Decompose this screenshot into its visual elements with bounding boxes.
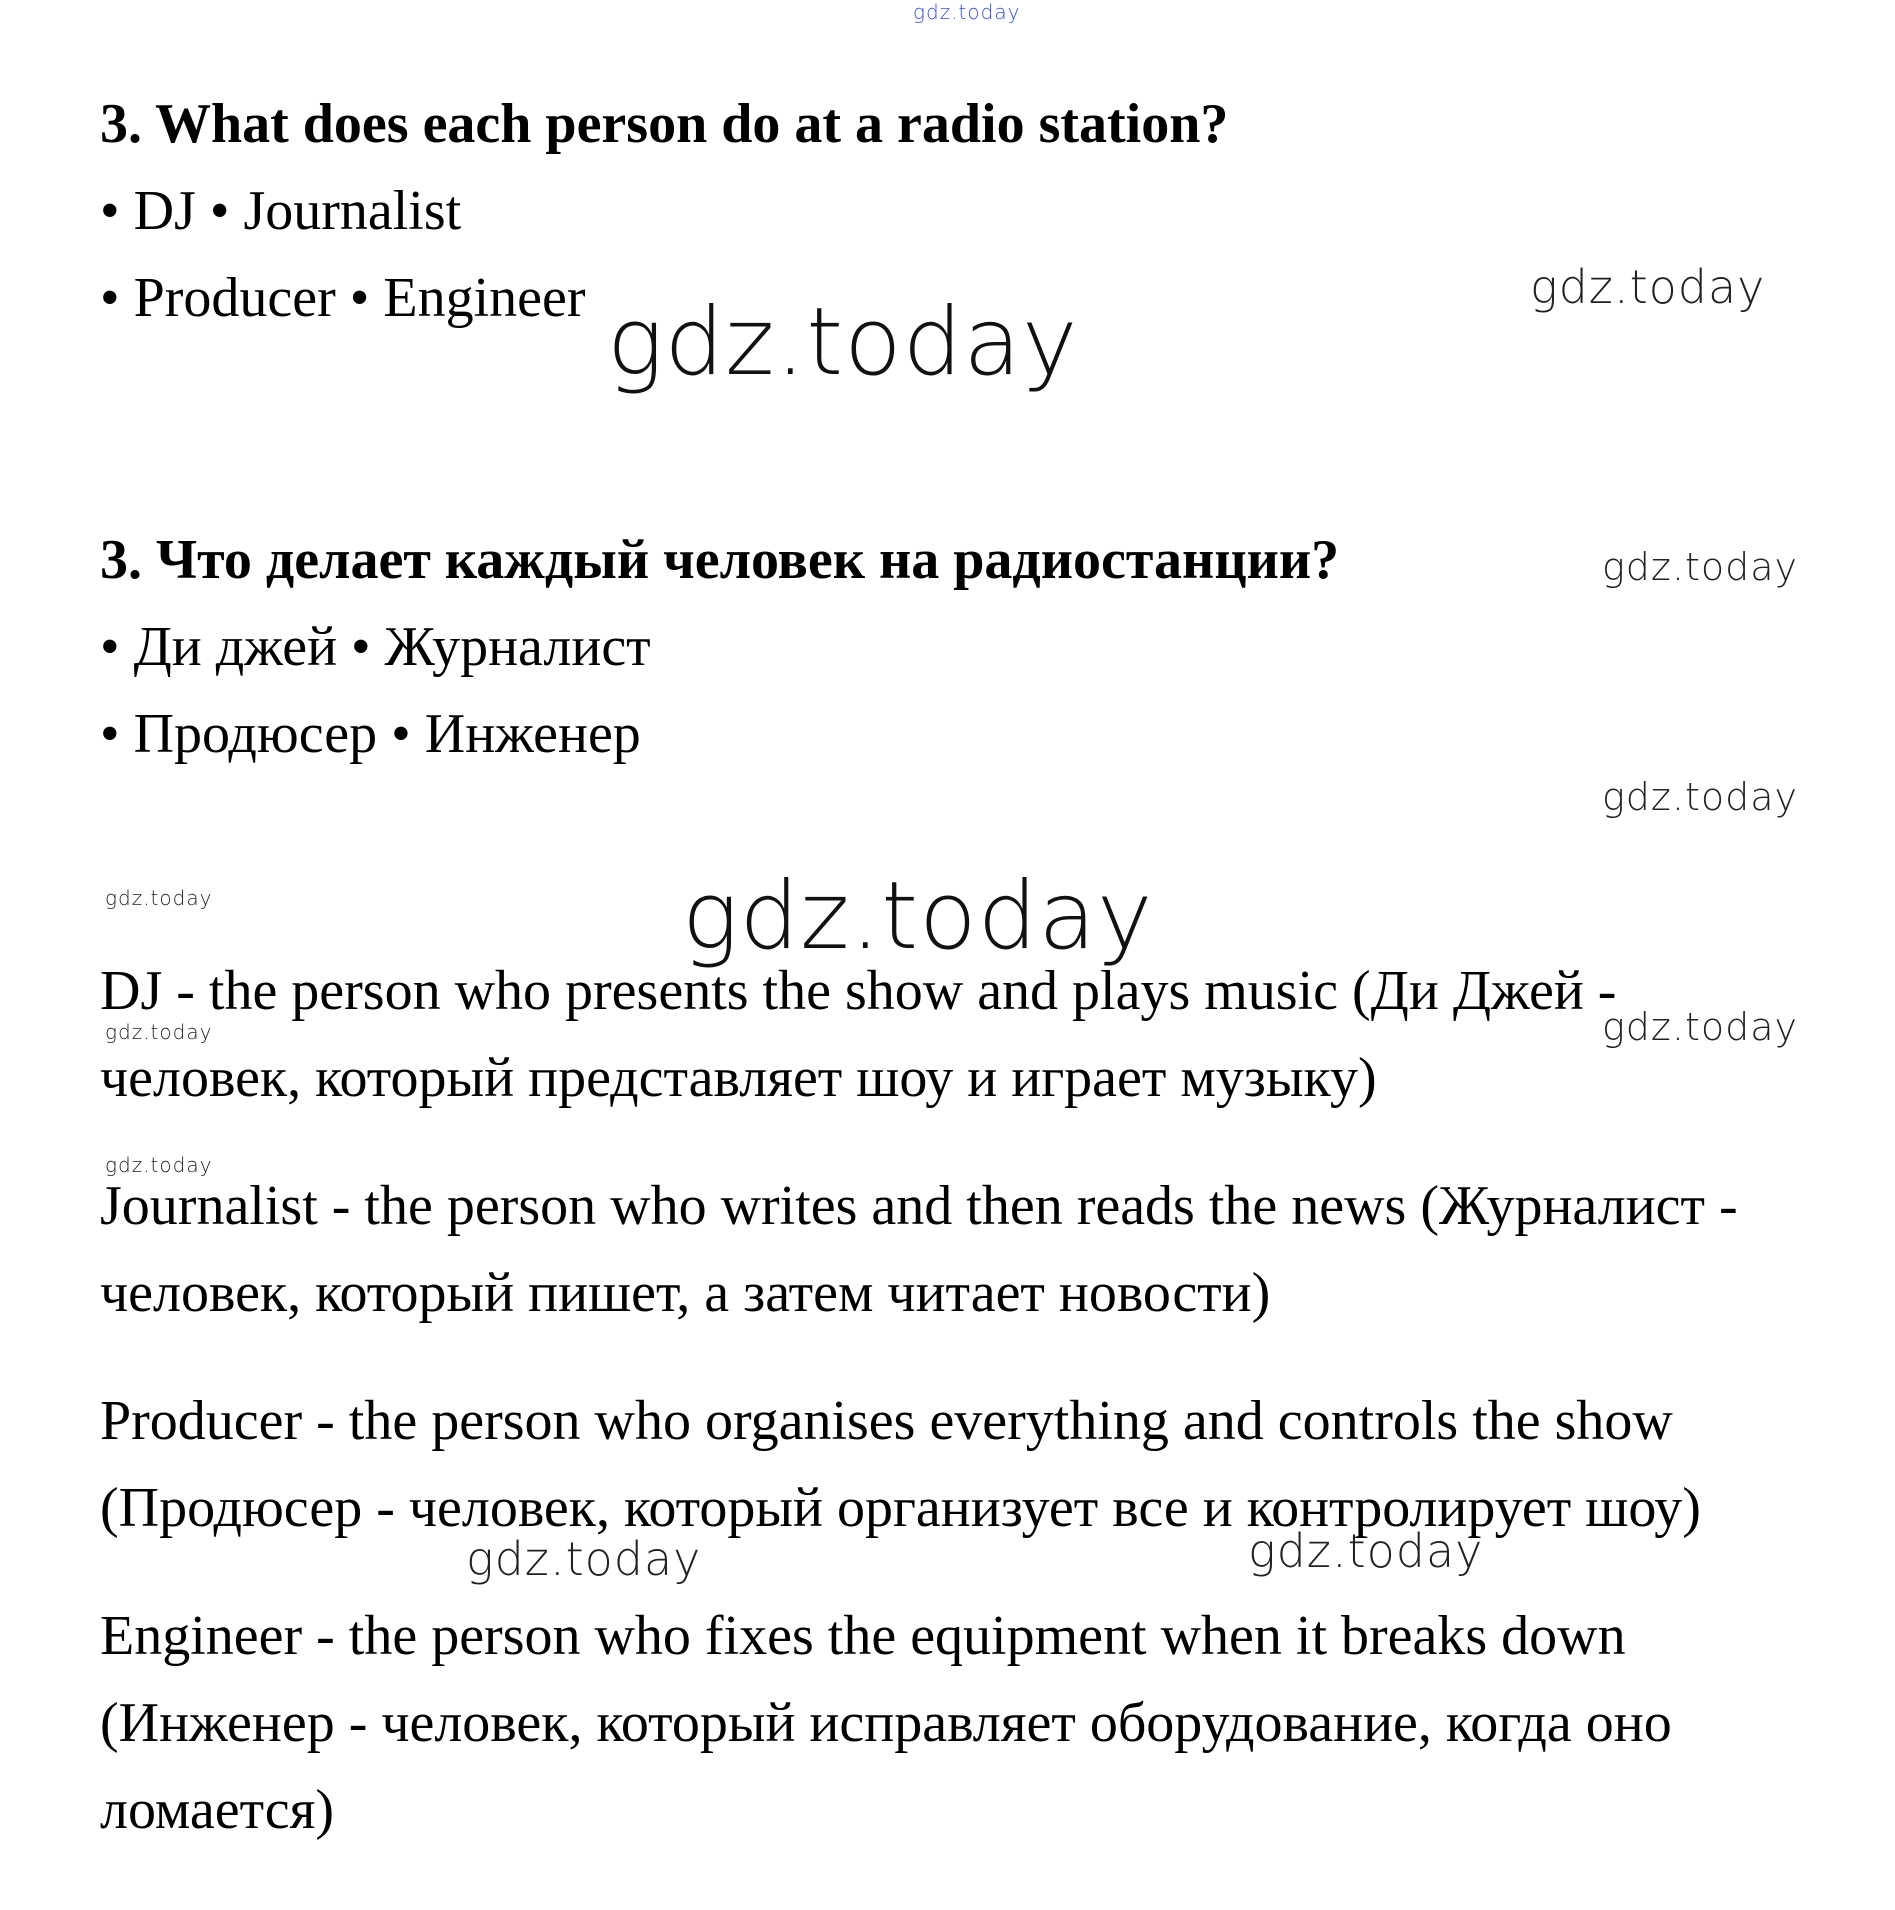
question-en-list-2: • Producer • Engineer xyxy=(100,267,586,329)
question-en-title: 3. What does each person do at a radio station? xyxy=(100,93,1229,155)
watermark-left-3: gdz.today xyxy=(105,1153,213,1177)
watermark-bottom-left: gdz.today xyxy=(466,1532,702,1586)
question-ru-list-2: • Продюсер • Инженер xyxy=(100,703,641,765)
answer-engineer-line-2: (Инженер - человек, который исправляет оборудование, когда оно xyxy=(100,1692,1672,1754)
answer-producer-line-1: Producer - the person who organises everything and controls the show xyxy=(100,1390,1673,1452)
question-ru-title: 3. Что делает каждый человек на радиостанции? xyxy=(100,529,1340,591)
answer-dj-line-2: человек, который представляет шоу и играет музыку) xyxy=(100,1047,1377,1109)
question-ru-list-1: • Ди джей • Журналист xyxy=(100,616,651,678)
answer-engineer-line-3: ломается) xyxy=(100,1779,335,1841)
answer-engineer-line-1: Engineer - the person who fixes the equipment when it breaks down xyxy=(100,1605,1626,1667)
answer-journalist-line-2: человек, который пишет, а затем читает новости) xyxy=(100,1262,1271,1324)
watermark-right-2: gdz.today xyxy=(1602,545,1798,589)
watermark-left-1: gdz.today xyxy=(105,886,213,910)
watermark-left-2: gdz.today xyxy=(105,1020,213,1044)
watermark-top: gdz.today xyxy=(913,0,1021,24)
answer-dj-line-1: DJ - the person who presents the show and plays music (Ди Джей - xyxy=(100,960,1617,1022)
watermark-center-1: gdz.today xyxy=(607,288,1079,397)
answer-producer-line-2: (Продюсер - человек, который организует все и контролирует шоу) xyxy=(100,1477,1701,1539)
question-en-list-1: • DJ • Journalist xyxy=(100,180,462,242)
watermark-center-2: gdz.today xyxy=(682,862,1154,971)
watermark-right-3: gdz.today xyxy=(1602,775,1798,819)
watermark-right-1: gdz.today xyxy=(1530,260,1766,314)
watermark-right-4: gdz.today xyxy=(1602,1005,1798,1049)
answer-journalist-line-1: Journalist - the person who writes and then reads the news (Журналист - xyxy=(100,1175,1738,1237)
watermark-bottom-right: gdz.today xyxy=(1248,1524,1484,1578)
